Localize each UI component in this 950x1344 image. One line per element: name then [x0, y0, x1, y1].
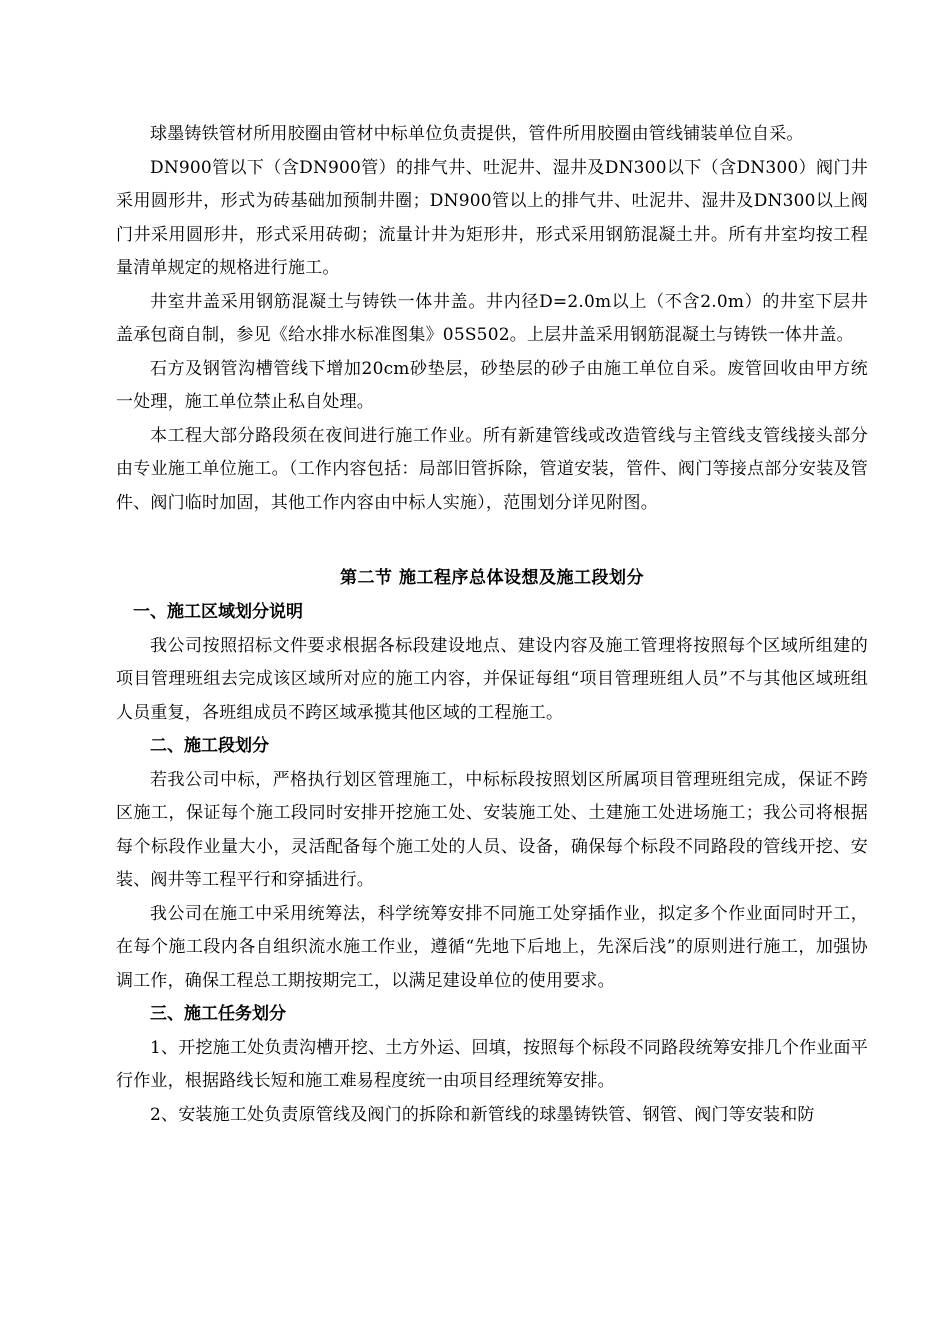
document-page: [116, 118, 868, 1132]
section-gap: [116, 520, 868, 560]
paragraph-section-division-2: 我公司在施工中采用统筹法，科学统筹安排不同施工处穿插作业，拟定多个作业面同时开工，在每个施工段内各自组织流水施工作业，遵循“先地下后地上，先深后浅”的原则进行施工，加强协调工作，确保工程总工期按期完工，以满足建设单位的使用要求。: [116, 903, 868, 991]
heading-area-division: 一、施工区域划分说明: [133, 602, 303, 622]
paragraph-night-construction: 本工程大部分路段须在夜间进行施工作业。所有新建管线或改造管线与主管线支管线接头部分由专业施工单位施工。（工作内容包括：局部旧管拆除，管道安装，管件、阀门等接点部分安装及管件、阀门临时加固，其他工作内容由中标人实施），范围划分详见附图。: [116, 425, 868, 513]
heading-section-division: 二、施工段划分: [150, 736, 269, 756]
paragraph-section-division-1: 若我公司中标，严格执行划区管理施工，中标标段按照划区所属项目管理班组完成，保证不跨区施工，保证每个施工段同时安排开挖施工处、安装施工处、土建施工处进场施工；我公司将根据每个标段作业量大小，灵活配备每个施工处的人员、设备，确保每个标段不同路段的管线开挖、安装、阀井等工程平行和穿插进行。: [116, 769, 868, 890]
section-title: 第二节 施工程序总体设想及施工段划分: [340, 568, 644, 588]
paragraph-rubber-rings: 球墨铸铁管材所用胶圈由管材中标单位负责提供，管件所用胶圈由管线铺装单位自采。: [150, 124, 804, 144]
paragraph-task-excavation: 1、开挖施工处负责沟槽开挖、土方外运、回填，按照每个标段不同路段统筹安排几个作业面平行作业，根据路线长短和施工难易程度统一由项目经理统筹安排。: [116, 1037, 868, 1091]
paragraph-task-installation: 2、安装施工处负责原管线及阀门的拆除和新管线的球墨铸铁管、钢管、阀门等安装和防: [150, 1104, 815, 1125]
heading-task-division: 三、施工任务划分: [150, 1004, 286, 1024]
paragraph-well-types: DN900管以下（含DN900管）的排气井、吐泥井、湿井及DN300以下（含DN300）阀门井采用圆形井，形式为砖基础加预制井圈；DN900管以上的排气井、吐泥井、湿井及DN300以上阀门井采用圆形井，形式采用砖砌；流量计井为矩形井，形式采用钢筋混凝土井。所有井室均按工程量清单规定的规格进行施工。: [116, 157, 868, 278]
paragraph-sand-cushion: 石方及钢管沟槽管线下增加20cm砂垫层，砂垫层的砂子由施工单位自采。废管回收由甲方统一处理，施工单位禁止私自处理。: [116, 358, 868, 412]
paragraph-area-division: 我公司按照招标文件要求根据各标段建设地点、建设内容及施工管理将按照每个区域所组建的项目管理班组去完成该区域所对应的施工内容，并保证每组“项目管理班组人员”不与其他区域班组人员重复，各班组成员不跨区域承揽其他区域的工程施工。: [116, 635, 868, 723]
paragraph-well-covers: 井室井盖采用钢筋混凝土与铸铁一体井盖。井内径D=2.0m以上（不含2.0m）的井室下层井盖承包商自制，参见《给水排水标准图集》05S502。上层井盖采用钢筋混凝土与铸铁一体井盖。: [116, 291, 868, 345]
